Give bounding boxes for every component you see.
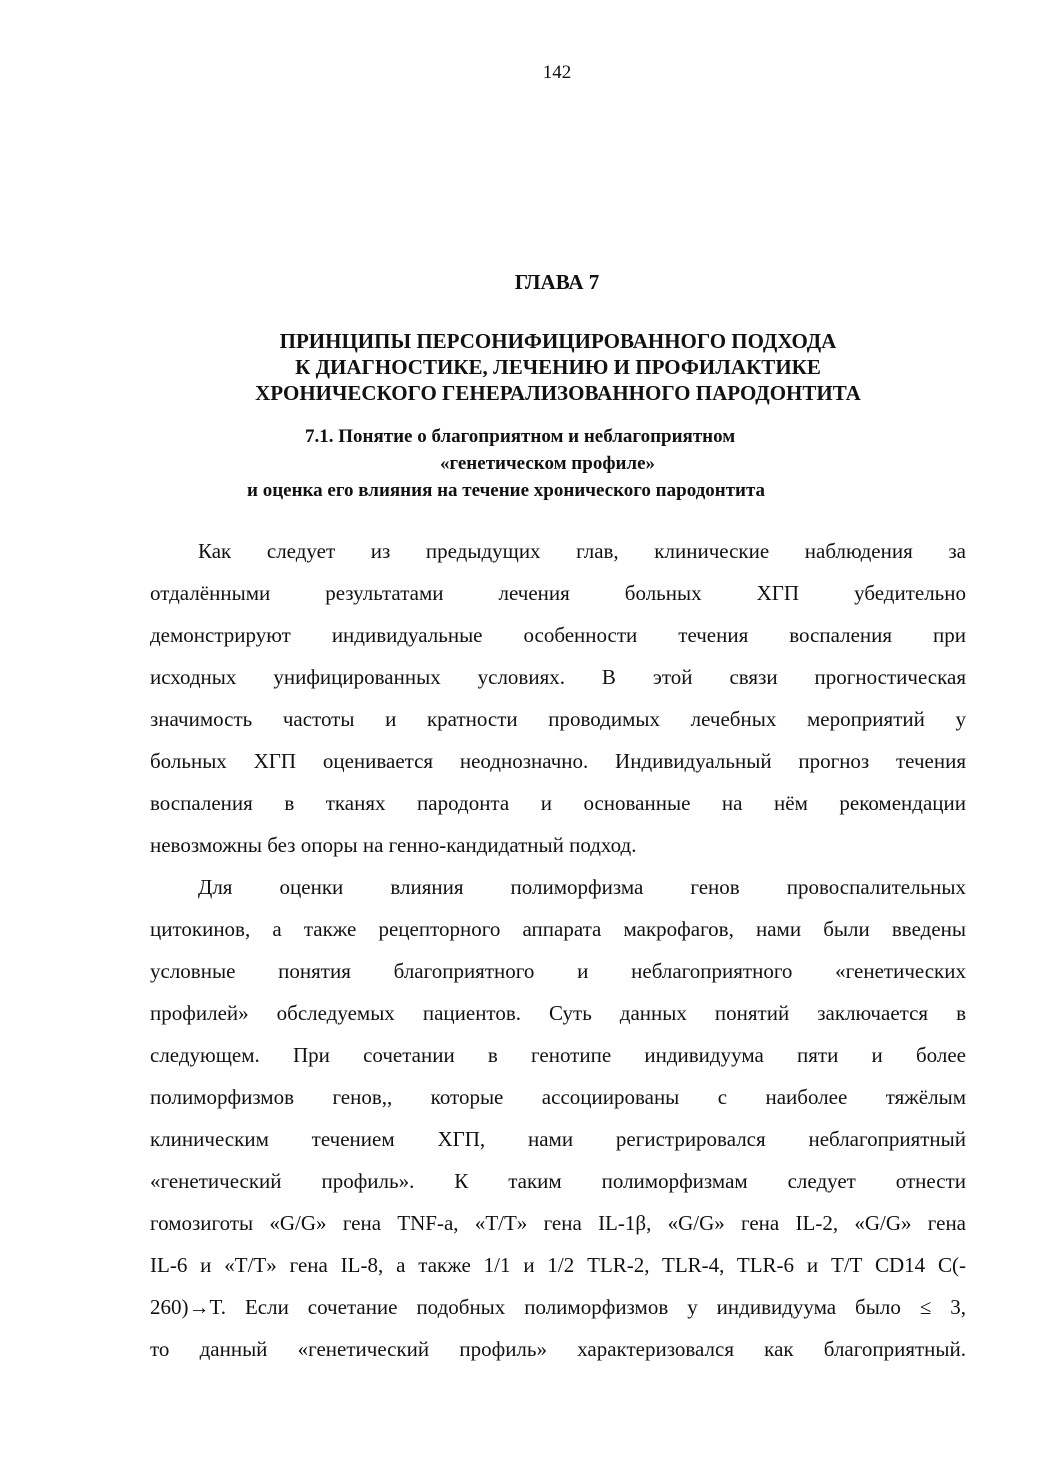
body-text [150,530,966,1370]
text-line: значимость частоты и кратности проводимых лечебных мероприятий у [150,707,966,731]
text-line: гомозиготы «G/G» гена TNF-a, «T/T» гена IL-1β, «G/G» гена IL-2, «G/G» гена [150,1211,966,1235]
text-line: воспаления в тканях пародонта и основанные на нём рекомендации [150,791,966,815]
page-number: 142 [542,62,572,83]
text-line: отдалёнными результатами лечения больных ХГП убедительно [150,581,966,605]
text-line: «генетический профиль». К таким полиморфизмам следует отнести [150,1169,966,1193]
text-line: полиморфизмов генов,, которые ассоциированы с наиболее тяжёлым [150,1085,966,1109]
text-line: цитокинов, а также рецепторного аппарата макрофагов, нами были введены [150,917,966,941]
paragraph [150,530,966,866]
section-title-line: «генетическом профиле» [440,453,656,474]
text-line: Как следует из предыдущих глав, клинические наблюдения за [198,539,966,563]
text-line: исходных унифицированных условиях. В этой связи прогностическая [150,665,966,689]
text-line: IL-6 и «T/T» гена IL-8, а также 1/1 и 1/2 TLR-2, TLR-4, TLR-6 и T/T CD14 C(- [150,1253,966,1277]
text-line: клиническим течением ХГП, нами регистрировался неблагоприятный [150,1127,966,1151]
section-title-line: 7.1. Понятие о благоприятном и неблагоприятном [305,426,736,447]
text-line: следующем. При сочетании в генотипе индивидуума пяти и более [150,1043,966,1067]
text-line: невозможны без опоры на генно-кандидатный подход. [150,833,637,857]
paragraph [150,866,966,1370]
text-line: профилей» обследуемых пациентов. Суть данных понятий заключается в [150,1001,966,1025]
text-line: больных ХГП оценивается неоднозначно. Индивидуальный прогноз течения [150,749,966,773]
section-title [150,423,966,504]
chapter-title-line: ПРИНЦИПЫ ПЕРСОНИФИЦИРОВАННОГО ПОДХОДА [279,329,837,353]
text-line: 260)→T. Если сочетание подобных полиморфизмов у индивидуума было ≤ 3, [150,1295,966,1319]
chapter-title-line: К ДИАГНОСТИКЕ, ЛЕЧЕНИЮ И ПРОФИЛАКТИКЕ [295,355,821,379]
chapter-title-line: ХРОНИЧЕСКОГО ГЕНЕРАЛИЗОВАННОГО ПАРОДОНТИТА [255,381,861,405]
text-line: Для оценки влияния полиморфизма генов провоспалительных [198,875,966,899]
chapter-heading: ГЛАВА 7 [514,270,600,294]
text-line: демонстрируют индивидуальные особенности течения воспаления при [150,623,966,647]
section-title-line: и оценка его влияния на течение хронического пародонтита [247,480,766,501]
text-line: то данный «генетический профиль» характеризовался как благоприятный. [150,1337,966,1361]
chapter-title [150,328,966,406]
text-line: условные понятия благоприятного и неблагоприятного «генетических [150,959,966,983]
